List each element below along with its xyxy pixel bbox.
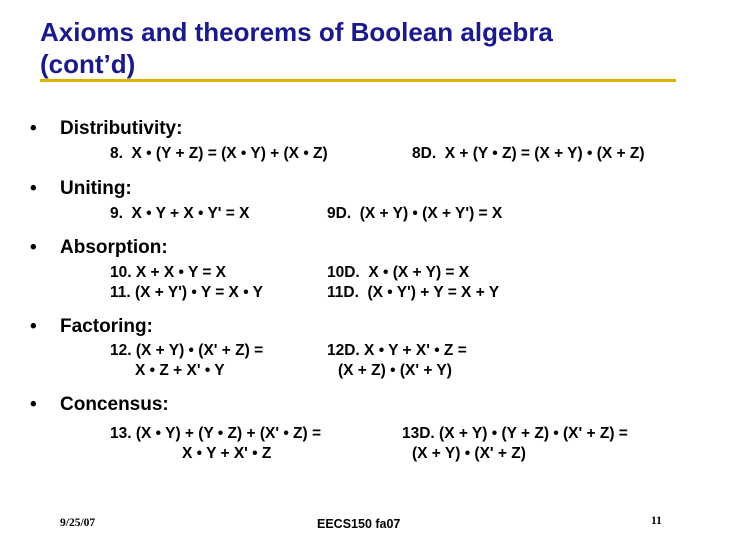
theorem-12d-line-2: (X + Z) • (X' + Y) [338, 362, 452, 379]
theorem-12-line-2: X • Z + X' • Y [135, 362, 225, 379]
theorem-12-line-1: 12. (X + Y) • (X' + Z) = [110, 342, 264, 359]
theorem-13-line-1: 13. (X • Y) + (Y • Z) + (X' • Z) = [110, 425, 322, 442]
bullet-distributivity [30, 117, 182, 141]
footer-date: 9/25/07 [60, 517, 96, 529]
heading-uniting: Uniting: [60, 178, 132, 199]
theorem-10d: 10D. X • (X + Y) = X [327, 264, 470, 281]
bullet-icon: • [30, 316, 37, 337]
axiom-8: 8. X • (Y + Z) = (X • Y) + (X • Z) [110, 145, 328, 162]
bullet-concensus [30, 393, 169, 417]
title-line-1: Axioms and theorems of Boolean algebra [40, 17, 553, 47]
page-number: 11 [651, 515, 662, 527]
title-line-2: (cont’d) [40, 49, 136, 79]
theorem-10: 10. X + X • Y = X [110, 264, 227, 281]
slide-title [40, 16, 553, 80]
bullet-absorption [30, 236, 168, 260]
heading-distributivity: Distributivity: [60, 118, 183, 139]
theorem-9d: 9D. (X + Y) • (X + Y') = X [327, 205, 503, 222]
footer-course: EECS150 fa07 [317, 517, 401, 531]
theorem-13d-line-2: (X + Y) • (X' + Z) [412, 445, 526, 462]
heading-factoring: Factoring: [60, 316, 153, 337]
theorem-12d-line-1: 12D. X • Y + X' • Z = [327, 342, 467, 359]
bullet-icon: • [30, 178, 37, 199]
theorem-13d-line-1: 13D. (X + Y) • (Y + Z) • (X' + Z) = [402, 425, 628, 442]
bullet-icon: • [30, 118, 37, 139]
theorem-11: 11. (X + Y') • Y = X • Y [110, 284, 263, 301]
bullet-uniting [30, 177, 132, 201]
theorem-13-line-2: X • Y + X' • Z [182, 445, 272, 462]
title-underline [40, 79, 676, 82]
heading-concensus: Concensus: [60, 394, 169, 415]
bullet-icon: • [30, 237, 37, 258]
bullet-icon: • [30, 394, 37, 415]
theorem-11d: 11D. (X • Y') + Y = X + Y [327, 284, 500, 301]
axiom-8d: 8D. X + (Y • Z) = (X + Y) • (X + Z) [412, 145, 645, 162]
theorem-9: 9. X • Y + X • Y' = X [110, 205, 250, 222]
bullet-factoring [30, 315, 153, 339]
heading-absorption: Absorption: [60, 237, 168, 258]
